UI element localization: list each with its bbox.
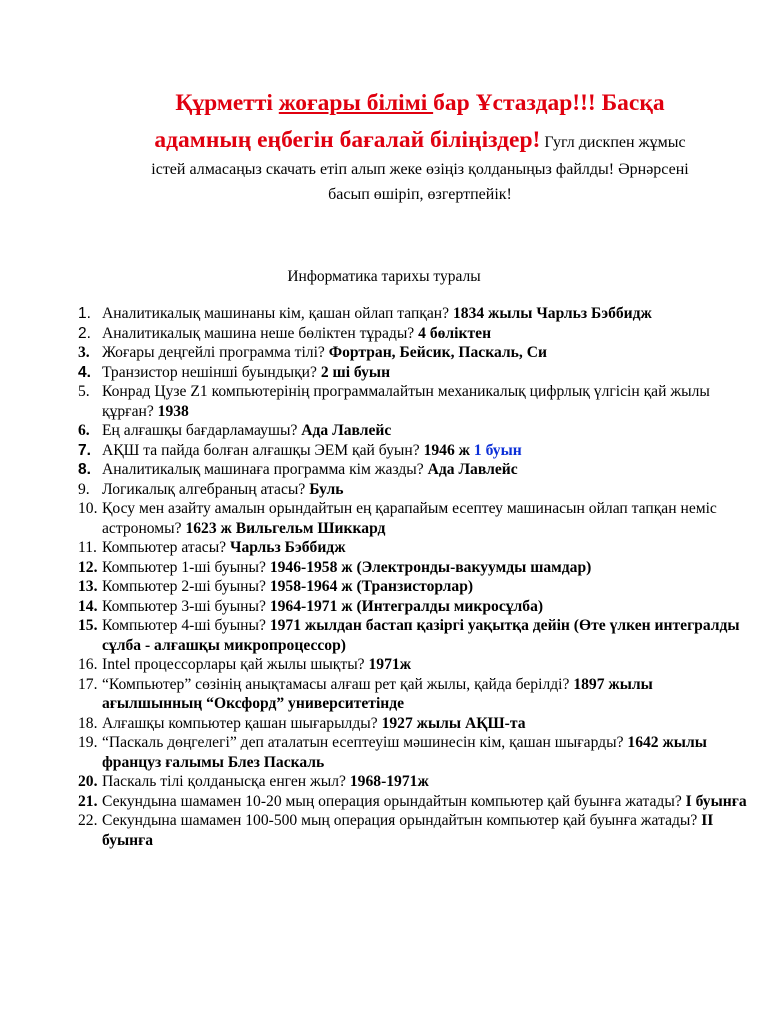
question-number: 13. bbox=[78, 578, 98, 595]
question-list bbox=[78, 304, 748, 850]
answer-text: 1623 ж Вильгельм Шиккард bbox=[185, 519, 386, 537]
answer-text: 4 бөліктен bbox=[418, 324, 492, 342]
question-text: “Паскаль дөңгелегі” деп аталатын есептеуіш мәшинесін кім, қашан шығарды? bbox=[102, 734, 628, 751]
question-text: Аналитикалық машинаны кім, қашан ойлап тапқан? bbox=[102, 305, 453, 322]
answer-text: 1897 жылы ағылшынның “Оксфорд” университетінде bbox=[102, 675, 653, 712]
question-text: Конрад Цузе Z1 компьютерінің программалайтын механикалық цифрлық үлгісін қай жылы құрған? bbox=[102, 383, 710, 420]
question-item bbox=[78, 675, 748, 714]
question-text: “Компьютер” сөзінің анықтамасы алғаш рет қай жылы, қайда берілді? bbox=[102, 675, 574, 693]
question-text: Жоғары деңгейлі программа тілі? bbox=[102, 344, 329, 361]
question-item bbox=[78, 343, 748, 363]
answer-text: 1971ж bbox=[368, 656, 411, 673]
question-item bbox=[78, 714, 748, 734]
question-number: 6. bbox=[78, 422, 90, 439]
question-number: 9. bbox=[78, 480, 90, 498]
header-line-3: істей алмасаңыз скачать етіп алып жеке өзіңіз қолданыңыз файлды! Әрнәрсені bbox=[151, 161, 689, 178]
answer-text: 1927 жылы АҚШ-та bbox=[381, 714, 526, 732]
question-number: 17. bbox=[78, 675, 98, 693]
question-number: 14. bbox=[78, 597, 98, 615]
question-text: Компьютер 4-ші буыны? bbox=[102, 617, 270, 634]
question-text: Алғашқы компьютер қашан шығарылды? bbox=[102, 714, 382, 732]
question-text: Компьютер 1-ші буыны? bbox=[102, 558, 270, 576]
question-number: 5. bbox=[78, 383, 90, 400]
question-number: 10. bbox=[78, 500, 98, 517]
header-line-4: басып өшіріп, өзгертпейік! bbox=[328, 186, 512, 203]
question-item bbox=[78, 304, 748, 324]
question-item bbox=[78, 655, 748, 675]
question-item bbox=[78, 499, 748, 538]
question-item bbox=[78, 363, 748, 383]
answer-text: 1958-1964 ж (Транзисторлар) bbox=[269, 578, 474, 595]
question-number: 3. bbox=[78, 344, 90, 361]
question-item bbox=[78, 616, 748, 655]
question-item bbox=[78, 733, 748, 772]
question-item bbox=[78, 441, 748, 461]
question-number: 15. bbox=[78, 617, 98, 634]
question-text: Паскаль тілі қолданысқа енген жыл? bbox=[102, 773, 350, 790]
header-line-2 bbox=[100, 123, 740, 158]
answer-text: 2 ші буын bbox=[320, 363, 391, 381]
question-item bbox=[78, 460, 748, 480]
question-item bbox=[78, 558, 748, 578]
question-number: 21. bbox=[78, 792, 98, 810]
question-number: 7. bbox=[78, 441, 91, 459]
question-item bbox=[78, 792, 748, 812]
header-red-text-1: Құрметті bbox=[175, 90, 279, 116]
question-item bbox=[78, 480, 748, 500]
answer-text: 1642 жылы француз ғалымы Блез Паскаль bbox=[102, 734, 707, 771]
answer-text: 1964-1971 ж (Интегралды микросұлба) bbox=[269, 597, 544, 615]
question-number: 20. bbox=[78, 773, 98, 790]
question-item bbox=[78, 421, 748, 441]
question-text: Intel процессорлары қай жылы шықты? bbox=[102, 656, 369, 673]
question-item bbox=[78, 772, 748, 792]
header-line-1 bbox=[100, 86, 740, 123]
question-number: 1. bbox=[78, 305, 91, 322]
answer-text: Чарльз Бэббидж bbox=[230, 539, 346, 556]
question-text: Транзистор нешінші буындықи? bbox=[102, 363, 321, 381]
question-item bbox=[78, 811, 748, 850]
question-number: 4. bbox=[78, 363, 91, 381]
answer-text: 1971 жылдан бастап қазіргі уақытқа дейін (Өте үлкен интегралды сұлба - алғашқы микропроцессор) bbox=[102, 617, 740, 654]
question-item bbox=[78, 382, 748, 421]
question-item bbox=[78, 577, 748, 597]
answer-text: I буынға bbox=[685, 792, 747, 810]
answer-highlight: 1 буын bbox=[473, 441, 522, 459]
header-red-text-3: адамның еңбегін бағалай біліңіздер! bbox=[154, 127, 541, 153]
answer-text: 1946 ж bbox=[423, 441, 474, 459]
question-text: Секундына шамамен 10-20 мың операция орындайтын компьютер қай буынға жатады? bbox=[102, 792, 686, 810]
question-number: 8. bbox=[78, 461, 91, 478]
question-text: Компьютер 3-ші буыны? bbox=[102, 597, 270, 615]
question-text: Компьютер 2-ші буыны? bbox=[102, 578, 270, 595]
question-number: 16. bbox=[78, 656, 98, 673]
question-item bbox=[78, 538, 748, 558]
page-subtitle: Информатика тарихы туралы bbox=[287, 268, 481, 285]
question-number: 18. bbox=[78, 714, 98, 732]
header-red-underlined: жоғары білімі bbox=[278, 90, 434, 116]
header-notice bbox=[100, 86, 740, 207]
question-text: АҚШ та пайда болған алғашқы ЭЕМ қай буын? bbox=[102, 441, 424, 459]
answer-text: Ада Лавлейс bbox=[427, 461, 518, 478]
answer-text: Ада Лавлейс bbox=[301, 422, 392, 439]
question-text: Логикалық алгебраның атасы? bbox=[102, 480, 310, 498]
question-item bbox=[78, 324, 748, 344]
question-number: 22. bbox=[78, 812, 98, 829]
header-black-text-1: Гугл дискпен жұмыс bbox=[540, 134, 686, 151]
question-text: Қосу мен азайту амалын орындайтын ең қарапайым есептеу машинасын ойлап тапқан неміс астрономы? bbox=[102, 500, 717, 537]
question-number: 11. bbox=[78, 539, 97, 556]
question-text: Аналитикалық машинаға программа кім жазды? bbox=[102, 461, 428, 478]
answer-text: Фортран, Бейсик, Паскаль, Си bbox=[328, 344, 547, 361]
answer-text: 1834 жылы Чарльз Бэббидж bbox=[452, 305, 652, 322]
answer-text: 1968-1971ж bbox=[349, 773, 429, 790]
question-item bbox=[78, 597, 748, 617]
question-text: Аналитикалық машина неше бөліктен тұрады? bbox=[102, 324, 419, 342]
header-red-text-2: бар Ұстаздар!!! Басқа bbox=[433, 90, 665, 116]
question-number: 19. bbox=[78, 734, 98, 751]
question-text: Ең алғашқы бағдарламаушы? bbox=[102, 422, 302, 439]
question-text: Компьютер атасы? bbox=[102, 539, 230, 556]
answer-text: 1946-1958 ж (Электронды-вакуумды шамдар) bbox=[269, 558, 592, 576]
question-number: 2. bbox=[78, 324, 91, 342]
question-text: Секундына шамамен 100-500 мың операция орындайтын компьютер қай буынға жатады? bbox=[102, 812, 702, 829]
answer-text: II буынға bbox=[102, 812, 714, 849]
answer-text: Буль bbox=[309, 480, 344, 498]
question-number: 12. bbox=[78, 558, 98, 576]
answer-text: 1938 bbox=[157, 402, 189, 420]
